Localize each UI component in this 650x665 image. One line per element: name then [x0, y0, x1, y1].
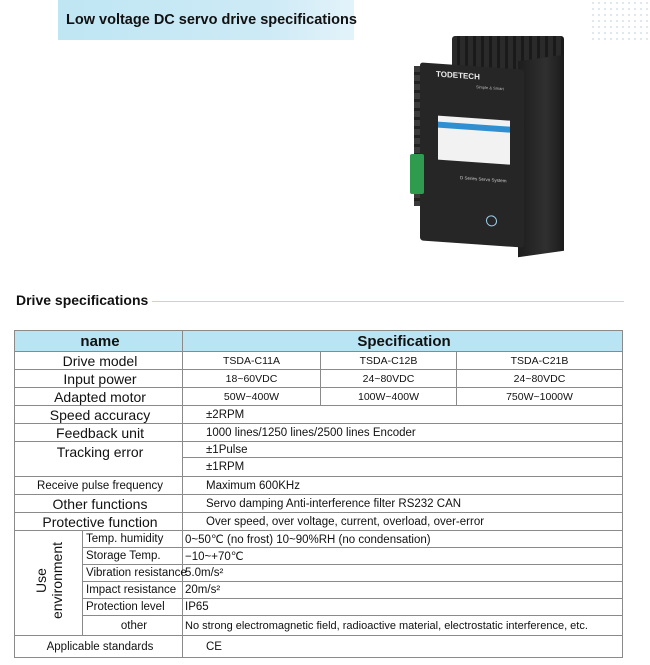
cell-value: 100W~400W	[321, 388, 457, 406]
table-row	[15, 406, 623, 424]
env-sub-value: 20m/s²	[183, 582, 623, 599]
cell-value: ±2RPM	[183, 406, 623, 424]
env-sub-label: other	[83, 616, 183, 636]
page-title: Low voltage DC servo drive specifications	[66, 12, 357, 28]
header-spec: Specification	[183, 331, 623, 352]
row-label: Tracking error	[15, 442, 183, 477]
terminal-block	[410, 154, 424, 194]
row-label: Receive pulse frequency	[15, 477, 183, 495]
table-row	[15, 636, 623, 658]
env-sub-label: Impact resistance	[83, 582, 183, 599]
table-row	[15, 442, 623, 458]
row-label: Speed accuracy	[15, 406, 183, 424]
table-row	[15, 495, 623, 513]
device-brand: TODETECH	[436, 69, 480, 82]
row-label: Adapted motor	[15, 388, 183, 406]
cell-value: Over speed, over voltage, current, overload, over-error	[183, 513, 623, 531]
cell-value: Servo damping Anti-interference filter RS232 CAN	[183, 495, 623, 513]
env-sub-value: 0~50℃ (no frost) 10~90%RH (no condensation)	[183, 531, 623, 548]
table-row	[15, 370, 623, 388]
device-label	[438, 116, 510, 165]
env-sub-label: Vibration resistance	[83, 565, 183, 582]
row-label: Input power	[15, 370, 183, 388]
env-sub-value: IP65	[183, 599, 623, 616]
env-sub-label: Protection level	[83, 599, 183, 616]
cell-value: Maximum 600KHz	[183, 477, 623, 495]
cell-value: ±1Pulse	[183, 442, 623, 458]
table-row	[15, 531, 623, 548]
section-title: Drive specifications	[16, 292, 149, 308]
table-row	[15, 565, 623, 582]
table-row	[15, 513, 623, 531]
device-tagline: Simple & Smart	[476, 84, 504, 92]
table-row	[15, 599, 623, 616]
row-label: Applicable standards	[15, 636, 183, 658]
cell-value: 1000 lines/1250 lines/2500 lines Encoder	[183, 424, 623, 442]
header-name: name	[15, 331, 183, 352]
cell-value: ±1RPM	[183, 458, 623, 477]
table-row	[15, 388, 623, 406]
cell-value: 50W~400W	[183, 388, 321, 406]
spec-table	[14, 330, 623, 658]
section-divider	[152, 301, 624, 302]
table-row	[15, 582, 623, 599]
env-sub-label: Storage Temp.	[83, 548, 183, 565]
environment-label	[15, 531, 83, 636]
cell-value: 24~80VDC	[457, 370, 623, 388]
header-banner	[58, 0, 357, 40]
row-label: Other functions	[15, 495, 183, 513]
cell-value: CE	[183, 636, 623, 658]
table-row	[15, 616, 623, 636]
row-label: Protective function	[15, 513, 183, 531]
cell-value: 24~80VDC	[321, 370, 457, 388]
decorative-dots	[590, 0, 650, 40]
env-sub-value: No strong electromagnetic field, radioactive material, electrostatic interference, etc.	[183, 616, 623, 636]
cell-value: TSDA-C21B	[457, 352, 623, 370]
cell-value: 750W~1000W	[457, 388, 623, 406]
table-header-row	[15, 331, 623, 352]
device-logo-icon	[486, 215, 497, 227]
env-sub-value: 5.0m/s²	[183, 565, 623, 582]
device-front	[420, 62, 524, 247]
device-series: D Series Servo System	[460, 175, 507, 184]
label-stripe	[438, 122, 510, 133]
row-label: Feedback unit	[15, 424, 183, 442]
table-row	[15, 352, 623, 370]
env-sub-value: −10~+70℃	[183, 548, 623, 565]
cell-value: TSDA-C12B	[321, 352, 457, 370]
table-row	[15, 477, 623, 495]
env-sub-label: Temp. humidity	[83, 531, 183, 548]
environment-label-text: Use environment	[32, 541, 65, 620]
cell-value: TSDA-C11A	[183, 352, 321, 370]
table-row	[15, 424, 623, 442]
cell-value: 18~60VDC	[183, 370, 321, 388]
servo-drive-image	[410, 36, 566, 258]
device-side	[518, 55, 564, 257]
table-row	[15, 548, 623, 565]
row-label: Drive model	[15, 352, 183, 370]
